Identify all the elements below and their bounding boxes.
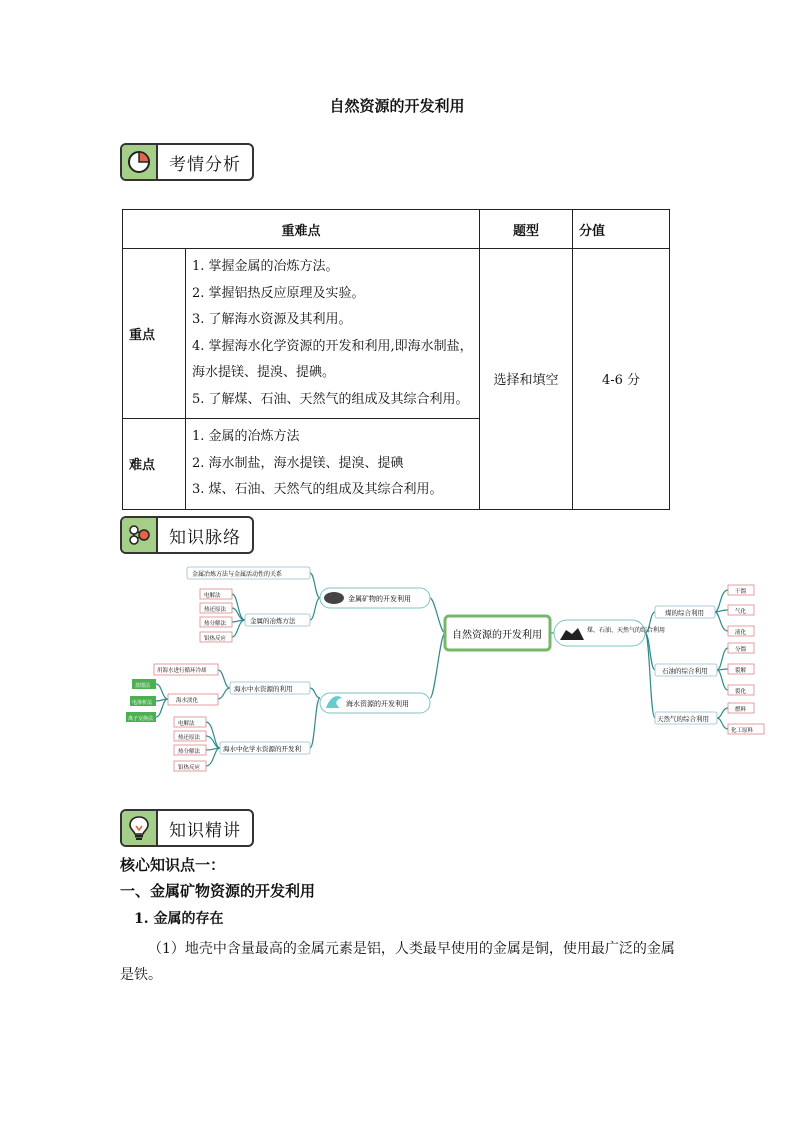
network-icon (122, 518, 158, 552)
mindmap-node-oil: 石油的综合利用 (662, 667, 708, 675)
mindmap-leaf: 铝热反应 (178, 765, 201, 771)
analysis-table (122, 209, 670, 510)
heading-level-2: 1. 金属的存在 (134, 911, 224, 927)
mindmap-leaf: 化工原料 (731, 728, 754, 734)
key-points-list (186, 249, 480, 419)
mindmap-leaf: 电解法 (178, 721, 195, 727)
document-title: 自然资源的开发利用 (329, 97, 465, 115)
mindmap-leaf: 电解法 (204, 593, 221, 599)
mindmap-leaf: 热还原法 (204, 607, 227, 613)
mindmap-leaf: 用海水进行循环冷却 (157, 668, 207, 674)
list-item: 2. 海水制盐，海水提镁、提溴、提碘 (192, 455, 404, 471)
mindmap-leaf: 热分解法 (178, 749, 201, 755)
mindmap-leaf: 裂解 (735, 668, 747, 674)
score-value: 4-6 分 (573, 249, 670, 510)
list-item: 5. 了解煤、石油、天然气的组成及其综合利用。 (192, 391, 469, 407)
mindmap-node-fossil: 煤、石油、天然气的综合利用 (587, 627, 666, 634)
section-header-knowledge-map (120, 516, 254, 554)
list-item: 3. 了解海水资源及其利用。 (192, 312, 352, 327)
mindmap-node-sea: 海水资源的开发利用 (346, 700, 409, 708)
mindmap-leaf: 蒸馏法 (135, 683, 151, 689)
difficult-points-label: 难点 (123, 419, 186, 510)
difficult-points-list (186, 419, 480, 510)
mindmap-node-coal: 煤的综合利用 (665, 609, 704, 617)
section-header-explanation (120, 809, 254, 847)
list-item: 3. 煤、石油、天然气的组成及其综合利用。 (192, 482, 443, 497)
key-points-label: 重点 (123, 249, 186, 419)
body-paragraph: （1）地壳中含量最高的金属元素是铝，人类最早使用的金属是铜，使用最广泛的金属是铁。 (120, 941, 675, 983)
heading-level-1: 一、金属矿物资源的开发利用 (120, 882, 316, 900)
header-key-difficult: 重难点 (123, 210, 480, 249)
section-header-analysis (120, 143, 254, 181)
ore-icon (324, 592, 344, 604)
header-score: 分值 (573, 210, 670, 249)
mindmap-leaf: 热分解法 (204, 621, 227, 627)
mindmap-leaf: 铝热反应 (204, 636, 227, 642)
mindmap-leaf: 液化 (735, 630, 747, 636)
mindmap-node-sea-water: 海水中水资源的利用 (234, 685, 293, 693)
mindmap-leaf: 燃料 (735, 707, 747, 713)
section-title: 考情分析 (169, 154, 241, 175)
question-type-value: 选择和填空 (480, 249, 573, 510)
mindmap-node-metal-methods: 金属的冶炼方法 (250, 617, 296, 625)
section-title: 知识精讲 (169, 820, 241, 841)
mindmap-leaf: 电渗析法 (132, 700, 153, 706)
mindmap-leaf: 分馏 (735, 647, 747, 653)
core-point-heading: 核心知识点一： (120, 856, 226, 874)
list-item: 4. 掌握海水化学资源的开发和利用,即海水制盐，海水提镁、提溴、提碘。 (192, 338, 473, 380)
mindmap-node-metal-relation: 金属冶炼方法与金属活动性的关系 (192, 571, 283, 578)
list-item: 1. 金属的冶炼方法 (192, 429, 300, 444)
list-item: 1. 掌握金属的冶炼方法。 (192, 259, 339, 274)
knowledge-mindmap (120, 558, 770, 780)
header-question-type: 题型 (480, 210, 573, 249)
mindmap-node-metal: 金属矿物的开发利用 (348, 595, 411, 603)
mindmap-leaf: 离子交换法 (128, 716, 154, 722)
mindmap-center-label: 自然资源的开发利用 (452, 630, 542, 641)
mindmap-leaf: 干馏 (735, 589, 747, 595)
mindmap-node-gas: 天然气的综合利用 (657, 715, 709, 723)
lightbulb-icon (122, 811, 158, 845)
mindmap-leaf: 海水淡化 (176, 698, 199, 704)
list-item: 2. 掌握铝热反应原理及实验。 (192, 285, 365, 301)
mindmap-leaf: 气化 (735, 609, 747, 615)
mindmap-node-sea-chem: 海水中化学水资源的开发利 (223, 745, 301, 753)
mindmap-leaf: 裂化 (735, 689, 747, 695)
section-title: 知识脉络 (169, 527, 241, 548)
pie-chart-icon (122, 145, 158, 179)
mindmap-leaf: 热还原法 (178, 735, 201, 741)
